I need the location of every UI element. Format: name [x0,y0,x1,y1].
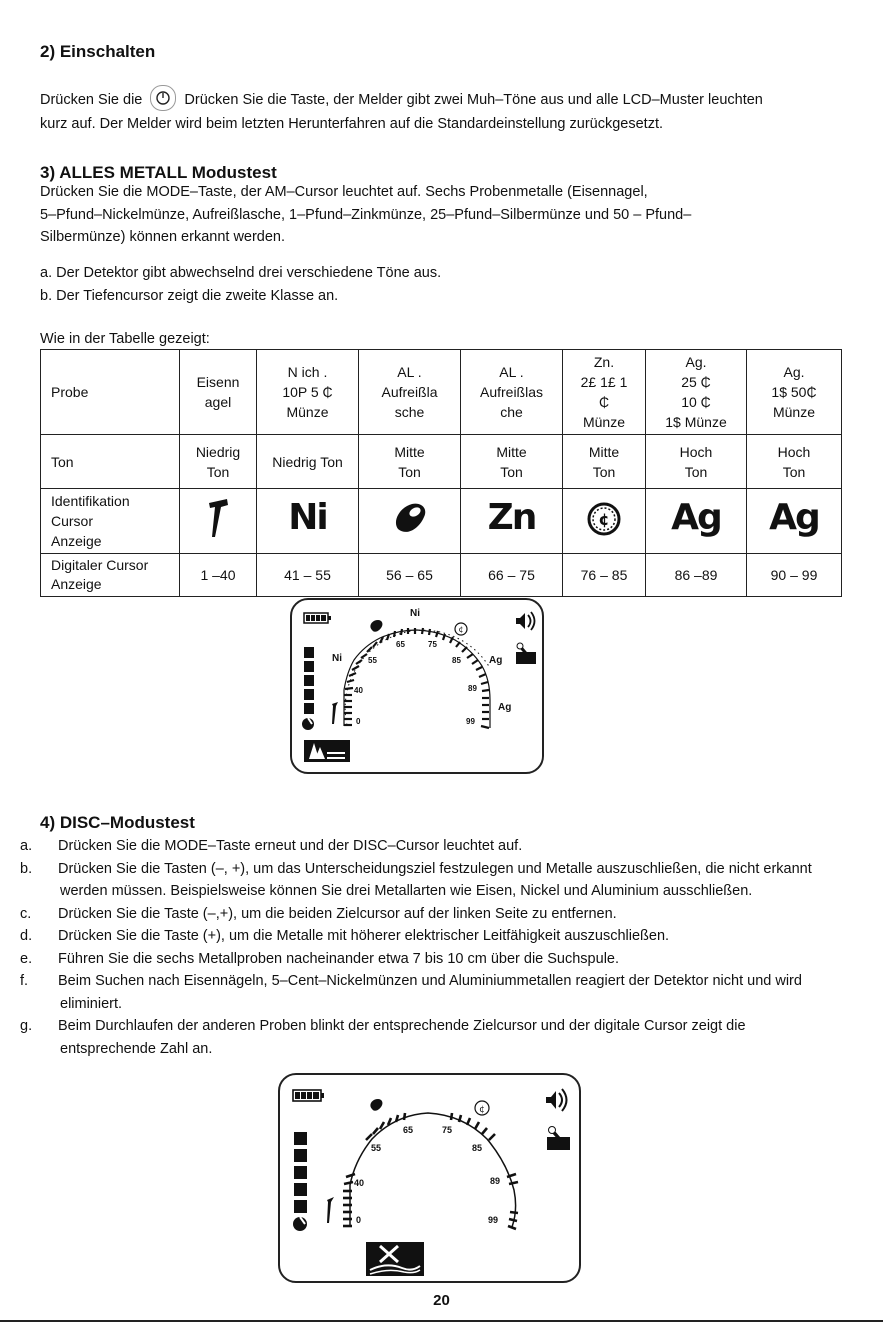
all-metal-mode-icon [304,740,350,762]
table-cell: Zn. 2£ 1£ 1 ₵ Münze [563,350,646,435]
section-heading-einschalten: 2) Einschalten [40,42,156,61]
lcd-label-ni-top: Ni [410,608,420,619]
all-metal-line: 5–Pfund–Nickelmünze, Aufreißlasche, 1–Pfund–Zinkmünze, 25–Pfund–Silbermünze und 50 – Pfund– [40,206,692,223]
lcd-display-disc [278,1073,581,1283]
table-cell: Mitte Ton [461,435,563,489]
table-cell: Niedrig Ton [257,435,359,489]
svg-text:¢: ¢ [479,1105,485,1115]
nail-icon [203,497,233,541]
power-line-rest: Drücken Sie die Taste, der Melder gibt zwei Muh–Töne aus und alle LCD–Muster leuchten [184,91,763,108]
scale-label: 89 [490,1176,501,1186]
table-cell: Hoch Ton [646,435,747,489]
scale-label: 75 [442,1125,453,1135]
table-cell [563,489,646,554]
table-cell: Ag. 25 ₵ 10 ₵ 1$ Münze [646,350,747,435]
depth-bar-icon [302,647,314,730]
table-cell: Eisenn agel [180,350,257,435]
pull-tab-icon [370,620,382,632]
table-cell: Identifikation Cursor Anzeige [41,489,180,554]
scale-label: 0 [356,717,361,726]
scale-label: 85 [472,1143,483,1153]
list-item: a. Drücken Sie die MODE–Taste erneut und der DISC–Cursor leuchtet auf. [20,838,523,854]
table-cell [257,489,359,554]
scale-label: 55 [368,656,377,665]
list-item: f. Beim Suchen nach Eisennägeln, 5–Cent–Nickelmünzen und Aluminiummetallen reagiert der Detektor nicht und wird eliminiert. [20,973,802,1012]
table-cell: Digitaler Cursor Anzeige [41,554,180,597]
all-metal-line: Drücken Sie die MODE–Taste, der AM–Cursor leuchtet auf. Sechs Probenmetalle (Eisennagel, [40,184,648,200]
scale-label: 65 [396,640,405,649]
table-cell: Ag. 1$ 50₵ Münze [747,350,842,435]
power-on-paragraph [40,87,845,136]
table-cell: 76 – 85 [563,554,646,597]
speaker-icon [546,1089,567,1111]
section-heading-all-metal: 3) ALLES METALL Modustest [40,163,277,182]
power-button-icon [150,85,176,111]
power-line-start: Drücken Sie die [40,91,143,108]
speaker-icon [516,612,535,630]
scale-label: 40 [354,686,363,695]
table-cell: 41 – 55 [257,554,359,597]
scale-label: 55 [371,1143,382,1153]
nickel-symbol: Ni [288,497,327,538]
table-cell: Hoch Ton [747,435,842,489]
disc-mode-icon [366,1242,424,1276]
all-metal-line: Silbermünze) können erkannt werden. [40,229,286,245]
coin-icon [587,502,621,536]
list-item: b. Drücken Sie die Tasten (–, +), um das Unterscheidungsziel festzulegen und Metalle auszuschließen, die nicht erkannt werden müssen. Beispielsweise können Sie drei Metallarten wie Eisen, Nickel und Aluminium ausschließen. [20,860,812,899]
scale-label: 0 [356,1215,362,1225]
lcd-display-all-metal [290,598,544,774]
table-cell [747,489,842,554]
table-cell [646,489,747,554]
svg-text:¢: ¢ [458,625,464,634]
lcd-label-ag-lower: Ag [498,702,512,713]
scale-label: 85 [452,656,461,665]
battery-icon [304,613,331,623]
scale-label: 99 [466,717,475,726]
ground-balance-icon [547,1127,570,1151]
bottom-divider [0,1320,883,1322]
pull-tab-icon [390,499,430,539]
silver-symbol: Ag [769,497,819,538]
scale-ticks [344,630,490,728]
scale-label: 89 [468,684,477,693]
lcd-label-ag-upper: Ag [489,655,503,666]
scale-label: 40 [354,1178,365,1188]
scale-label: 65 [403,1125,414,1135]
table-cell [359,489,461,554]
table-cell [180,489,257,554]
table-cell: Mitte Ton [563,435,646,489]
table-cell: Probe [41,350,180,435]
metal-table [40,349,842,597]
depth-bar-icon [293,1132,307,1231]
pull-tab-icon [370,1099,382,1111]
table-cell: AL . Aufreißla sche [359,350,461,435]
silver-symbol: Ag [671,497,721,538]
table-cell [461,489,563,554]
table-cell: 86 –89 [646,554,747,597]
page-number: 20 [433,1292,450,1309]
power-line-2: kurz auf. Der Melder wird beim letzten Herunterfahren auf die Standardeinstellung zurückgesetzt. [40,116,664,132]
all-metal-list [40,262,845,307]
table-cell: 66 – 75 [461,554,563,597]
nail-icon [327,1197,334,1223]
table-cell: Niedrig Ton [180,435,257,489]
ground-balance-icon [516,643,536,664]
table-cell: Mitte Ton [359,435,461,489]
nail-icon [332,702,338,724]
list-item: g. Beim Durchlaufen der anderen Proben blinkt der entsprechende Zielcursor und der digitale Cursor zeigt die entsprechende Zahl an. [20,1018,746,1057]
table-cell: 1 –40 [180,554,257,597]
scale-label: 99 [488,1215,499,1225]
list-item: a. Der Detektor gibt abwechselnd drei verschiedene Töne aus. [40,265,442,281]
table-cell: Ton [41,435,180,489]
battery-icon [293,1090,324,1101]
list-item: e. Führen Sie die sechs Metallproben nacheinander etwa 7 bis 10 cm über die Suchspule. [20,950,620,967]
table-cell: 56 – 65 [359,554,461,597]
table-cell: 90 – 99 [747,554,842,597]
all-metal-paragraph [40,181,845,249]
table-cell: N ich . 10P 5 ₵ Münze [257,350,359,435]
zinc-symbol: Zn [487,497,536,538]
svg-text:¢: ¢ [598,509,610,529]
list-item: c. Drücken Sie die Taste (–,+), um die beiden Zielcursor auf der linken Seite zu entfernen. [20,905,617,922]
section-heading-disc: 4) DISC–Modustest [40,813,195,832]
list-item: b. Der Tiefencursor zeigt die zweite Klasse an. [40,287,339,304]
table-intro: Wie in der Tabelle gezeigt: [40,331,210,347]
table-cell: AL . Aufreißlas che [461,350,563,435]
list-item: d. Drücken Sie die Taste (+), um die Metalle mit höherer elektrischer Leitfähigkeit auszuschließen. [20,928,670,944]
lcd-label-ni-left: Ni [332,653,342,664]
target-scale [345,630,490,730]
disc-list [20,835,845,1060]
scale-label: 75 [428,640,437,649]
